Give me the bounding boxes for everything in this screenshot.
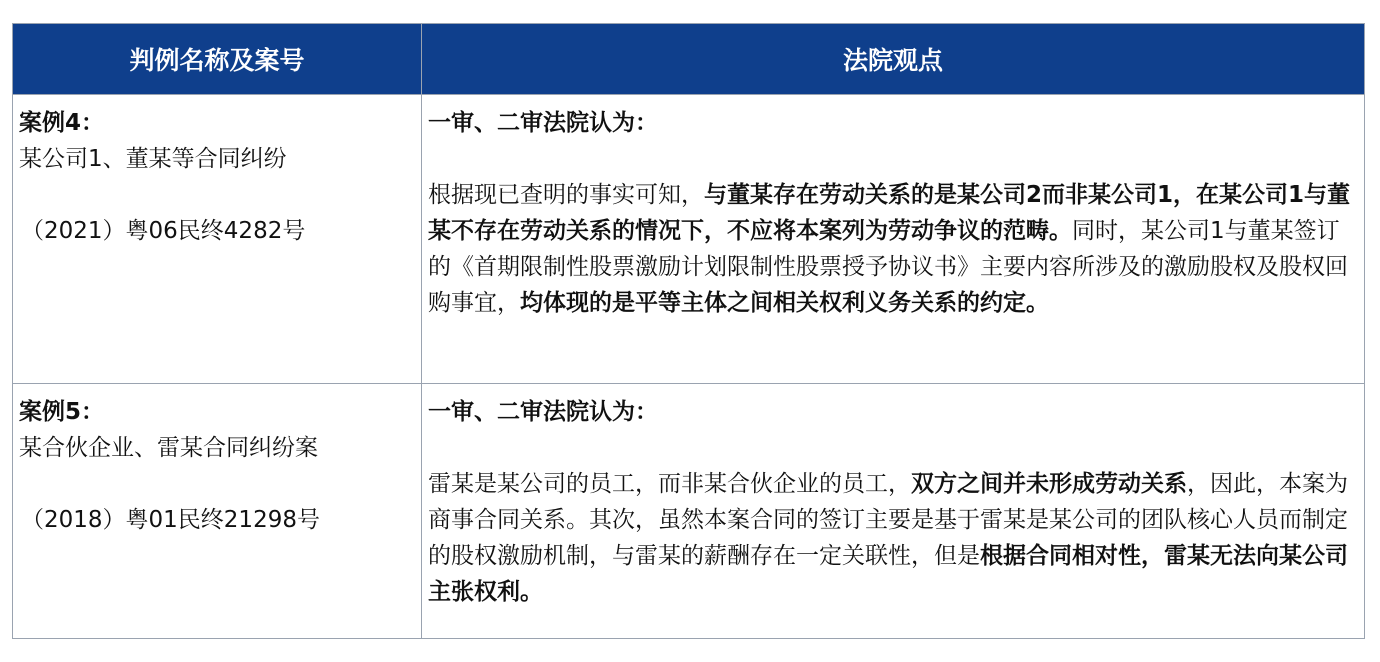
text-segment: 同时，某公司1与董某签订的《首期限制性股票激励计划限制性股票授予协议书》主要内容所涉及的激励股权及股权回购事宜， [428, 218, 1348, 316]
text-segment: ，因此，本案为商事合同关系。其次，虽然本案合同的签订主要是基于雷某是某公司的团队核心人员而制定的股权激励机制，与雷某的薪酬存在一定关联性，但是 [428, 471, 1348, 569]
court-view-text [428, 466, 1354, 610]
case-label: 案例5： [19, 399, 105, 425]
case-cell [13, 384, 422, 639]
court-view-text [428, 177, 1354, 321]
case-name: 某公司1、董某等合同纠纷 [19, 146, 287, 172]
case-name: 某合伙企业、雷某合同纠纷案 [19, 435, 318, 461]
spacer [19, 177, 421, 213]
spacer [19, 466, 421, 502]
table-row [13, 384, 1365, 639]
case-table-container [12, 23, 1364, 639]
text-segment-bold: 与董某存在劳动关系的是某公司2而非某公司1，在某公司1与董某不存在劳动关系的情况下，不应将本案列为劳动争议的范畴。 [428, 182, 1351, 244]
court-intro: 一审、二审法院认为： [428, 110, 658, 136]
court-view-cell [422, 384, 1365, 639]
text-segment-bold: 均体现的是平等主体之间相关权利义务关系的约定。 [520, 290, 1049, 316]
court-view-cell [422, 95, 1365, 384]
header-court-view: 法院观点 [422, 24, 1365, 95]
header-case-name: 判例名称及案号 [13, 24, 422, 95]
text-segment-bold: 根据合同相对性，雷某无法向某公司主张权利。 [428, 543, 1348, 605]
spacer [428, 430, 1354, 466]
table-row [13, 95, 1365, 384]
spacer [428, 141, 1354, 177]
table-header-row [13, 24, 1365, 95]
case-number: （2018）粤01民终21298号 [21, 507, 320, 533]
case-label: 案例4： [19, 110, 105, 136]
text-segment: 雷某是某公司的员工，而非某合伙企业的员工， [428, 471, 911, 497]
case-cell [13, 95, 422, 384]
court-intro: 一审、二审法院认为： [428, 399, 658, 425]
text-segment-bold: 双方之间并未形成劳动关系 [911, 471, 1187, 497]
case-number: （2021）粤06民终4282号 [21, 218, 306, 244]
case-table [12, 23, 1365, 639]
text-segment: 根据现已查明的事实可知， [428, 182, 704, 208]
